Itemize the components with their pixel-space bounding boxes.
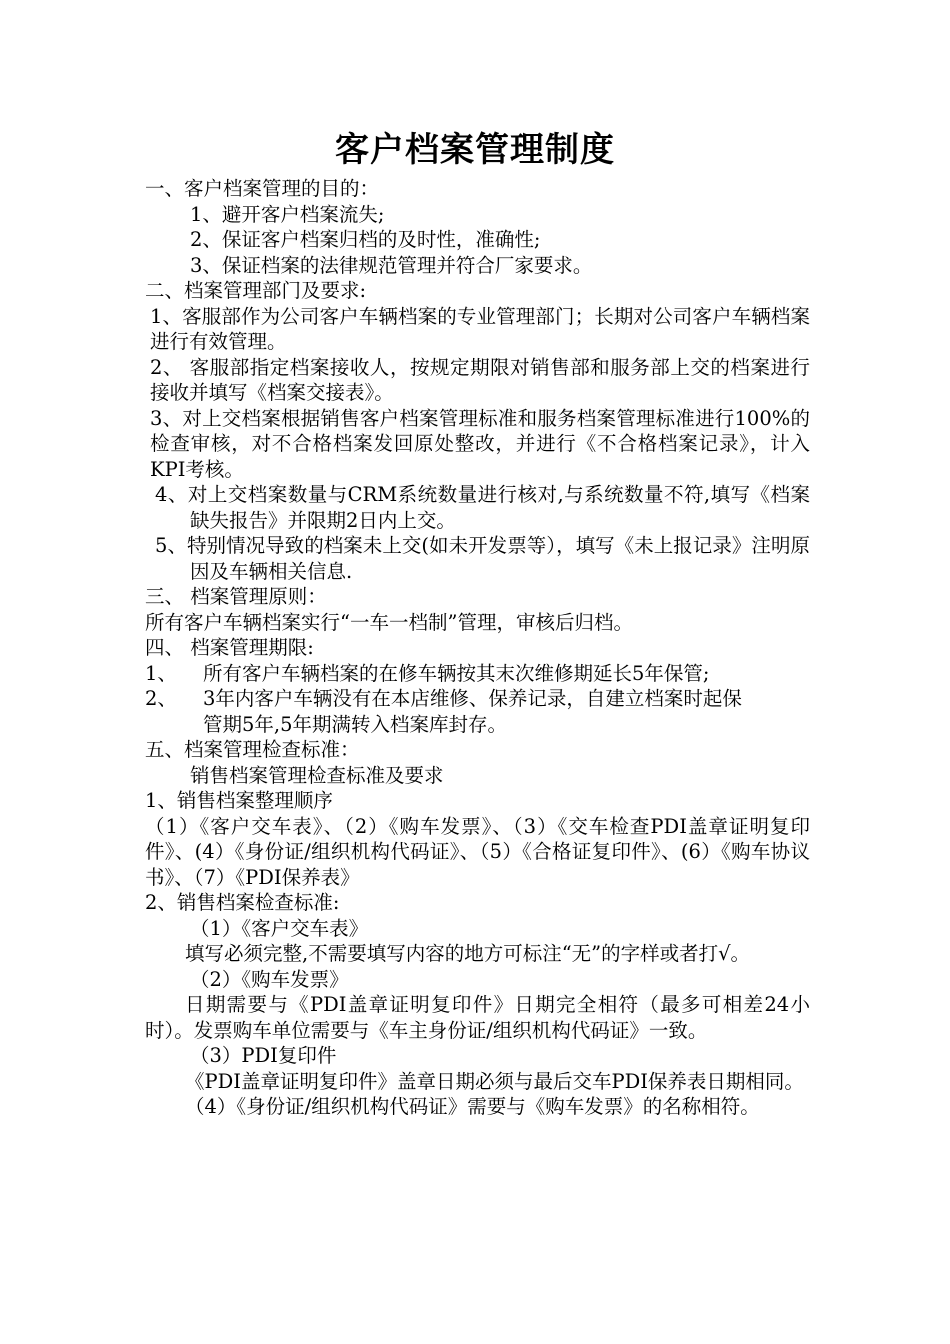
department-requirement-2: 2、 客服部指定档案接收人，按规定期限对销售部和服务部上交的档案进行接收并填写《档案交接表》。 (150, 355, 810, 404)
section-2-heading: 二、档案管理部门及要求: (145, 279, 367, 302)
check-2-title: （2）《购车发票》 (190, 967, 349, 991)
term-item-2-continuation: 管期5年,5年期满转入档案库封存。 (203, 712, 508, 736)
check-4-text: （4）《身份证/组织机构代码证》需要与《购车发票》的名称相符。 (185, 1095, 760, 1118)
check-2-text: 日期需要与《PDI盖章证明复印件》日期完全相符（最多可相差24小时）。发票购车单位需要与《车主身份证/组织机构代码证》一致。 (145, 993, 810, 1042)
department-requirement-5: 5、特别情况导致的档案未上交(如未开发票等），填写《未上报记录》注明原因及车辆相关信息. (155, 534, 810, 583)
purpose-item-3: 3、保证档案的法律规范管理并符合厂家要求。 (190, 253, 593, 277)
sales-order-list: （1）《客户交车表》、（2）《购车发票》、（3）《交车检查PDI盖章证明复印件》、(4）《身份证/组织机构代码证》、（5）《合格证复印件》、(6）《购车协议书》、（7）《PDI保养表》 (145, 814, 810, 889)
document-body (145, 176, 810, 1120)
purpose-item-1: 1、避开客户档案流失; (190, 202, 385, 226)
section-3-heading: 三、 档案管理原则： (145, 585, 327, 608)
department-requirement-3: 3、对上交档案根据销售客户档案管理标准和服务档案管理标准进行100%的检查审核，对不合格档案发回原处整改，并进行《不合格档案记录》，计入KPI考核。 (150, 406, 810, 481)
sales-order-heading: 1、销售档案整理顺序 (145, 789, 333, 812)
sales-check-heading: 2、销售档案检查标准: (145, 891, 340, 914)
department-requirement-4: 4、对上交档案数量与CRM系统数量进行核对,与系统数量不符,填写《档案缺失报告》并限期2日内上交。 (155, 483, 810, 532)
document-title: 客户档案管理制度 (335, 130, 615, 170)
term-item-1 (145, 661, 810, 687)
check-3-title: （3）PDI复印件 (190, 1044, 337, 1067)
sales-standard-subtitle: 销售档案管理检查标准及要求 (190, 763, 444, 787)
check-1-title: （1）《客户交车表》 (190, 916, 369, 940)
department-requirement-1: 1、客服部作为公司客户车辆档案的专业管理部门；长期对公司客户车辆档案进行有效管理。 (150, 304, 810, 353)
check-1-text: 填写必须完整,不需要填写内容的地方可标注“无”的字样或者打√。 (185, 942, 751, 965)
section-1-heading: 一、客户档案管理的目的： (145, 177, 380, 200)
purpose-item-2: 2、保证客户档案归档的及时性，准确性; (190, 228, 541, 251)
section-4-heading: 四、 档案管理期限: (145, 636, 314, 659)
principle-text: 所有客户车辆档案实行“一车一档制”管理，审核后归档。 (145, 610, 633, 634)
term-item-1-number: 1、 (145, 661, 177, 685)
term-item-2 (145, 686, 810, 712)
term-item-2-number: 2、 (145, 687, 177, 710)
check-3-text: 《PDI盖章证明复印件》盖章日期必须与最后交车PDI保养表日期相同。 (185, 1069, 804, 1093)
term-item-2-text: 3年内客户车辆没有在本店维修、保养记录，自建立档案时起保 (203, 687, 742, 710)
term-item-1-text: 所有客户车辆档案的在修车辆按其末次维修期延长5年保管; (203, 661, 710, 685)
section-5-heading: 五、档案管理检查标准： (145, 738, 360, 761)
